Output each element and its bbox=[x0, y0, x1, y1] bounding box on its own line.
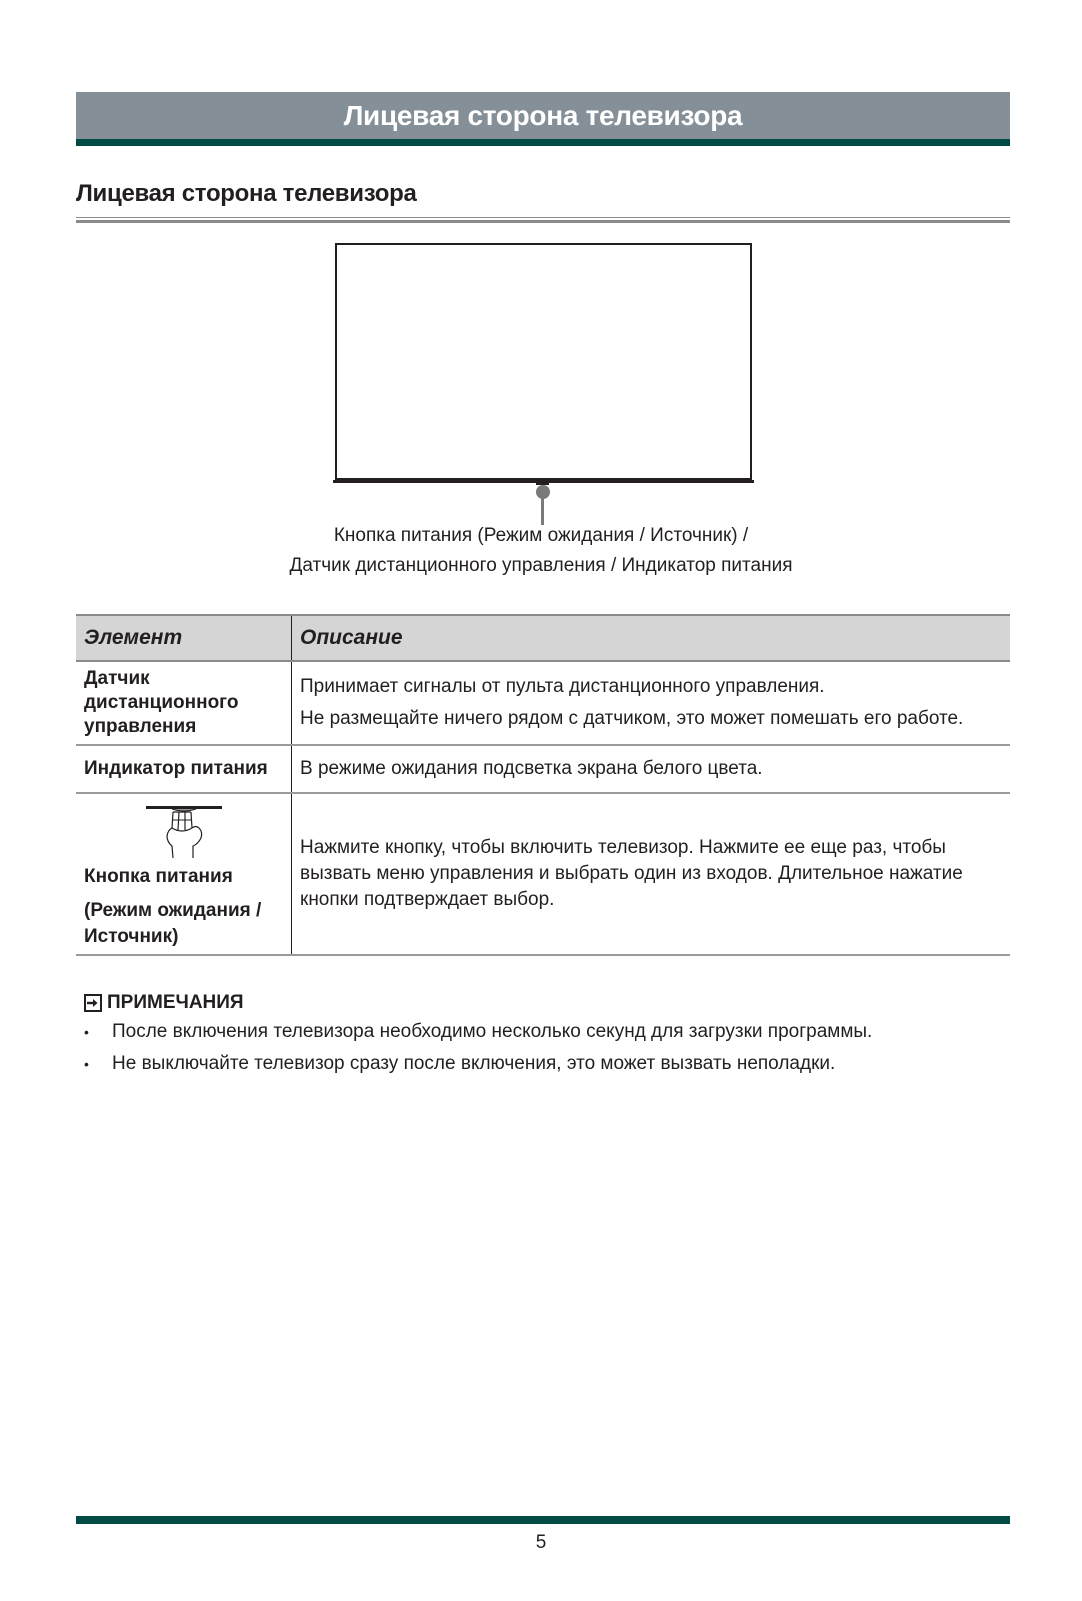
description-cell bbox=[292, 745, 1011, 793]
page-number: 5 bbox=[535, 1532, 547, 1553]
arrow-right-box-icon bbox=[84, 994, 102, 1012]
section-title: Лицевая сторона телевизора bbox=[76, 180, 417, 207]
element-name-line: (Режим ожидания / bbox=[84, 900, 262, 921]
diagram-caption-line-2: Датчик дистанционного управления / Индикатор питания bbox=[289, 555, 793, 576]
description-line: Не размещайте ничего рядом с датчиком, это может помешать его работе. bbox=[300, 708, 964, 729]
bullet: • bbox=[84, 1024, 89, 1040]
description-cell bbox=[292, 661, 1011, 745]
table-row bbox=[76, 745, 1010, 793]
description-line: В режиме ожидания подсветка экрана белого цвета. bbox=[300, 758, 763, 779]
callout-line bbox=[541, 495, 544, 525]
description-line: Нажмите кнопку, чтобы включить телевизор. Нажмите ее еще раз, чтобы bbox=[300, 837, 946, 858]
diagram-caption-line-1: Кнопка питания (Режим ожидания / Источник) / bbox=[333, 525, 749, 546]
table-row bbox=[76, 661, 1010, 745]
element-cell bbox=[76, 661, 292, 745]
tv-screen-outline bbox=[335, 243, 752, 480]
notes-heading bbox=[84, 992, 244, 1014]
note-item bbox=[84, 1053, 835, 1075]
hand-press-button-icon bbox=[146, 806, 222, 860]
description-line: Принимает сигналы от пульта дистанционного управления. bbox=[300, 676, 825, 697]
description-line: кнопки подтверждает выбор. bbox=[300, 889, 555, 910]
elements-table bbox=[76, 614, 1010, 956]
table-header-row bbox=[76, 615, 1010, 661]
element-name-line: дистанционного bbox=[84, 692, 239, 713]
element-name-line: Источник) bbox=[84, 926, 179, 947]
note-text: Не выключайте телевизор сразу после включения, это может вызвать неполадки. bbox=[112, 1053, 836, 1074]
description-cell bbox=[292, 793, 1011, 955]
element-name-line: Датчик bbox=[84, 668, 150, 689]
section-divider bbox=[76, 217, 1010, 218]
bullet: • bbox=[84, 1056, 89, 1072]
chapter-title: Лицевая сторона телевизора bbox=[343, 99, 743, 131]
section-divider-thick bbox=[76, 220, 1010, 223]
note-item bbox=[84, 1021, 872, 1043]
column-header-description: Описание bbox=[292, 615, 1011, 661]
element-name-line: Индикатор питания bbox=[84, 758, 268, 779]
element-cell bbox=[76, 793, 292, 955]
notes-title: ПРИМЕЧАНИЯ bbox=[107, 992, 244, 1013]
table-row bbox=[76, 793, 1010, 955]
element-name-line: Кнопка питания bbox=[84, 866, 233, 887]
element-name-line: управления bbox=[84, 716, 197, 737]
column-header-element: Элемент bbox=[76, 615, 292, 661]
description-line: вызвать меню управления и выбрать один из входов. Длительное нажатие bbox=[300, 863, 963, 884]
footer-band bbox=[76, 1516, 1010, 1524]
chapter-banner bbox=[76, 92, 1010, 146]
element-cell bbox=[76, 745, 292, 793]
note-text: После включения телевизора необходимо несколько секунд для загрузки программы. bbox=[112, 1021, 873, 1042]
